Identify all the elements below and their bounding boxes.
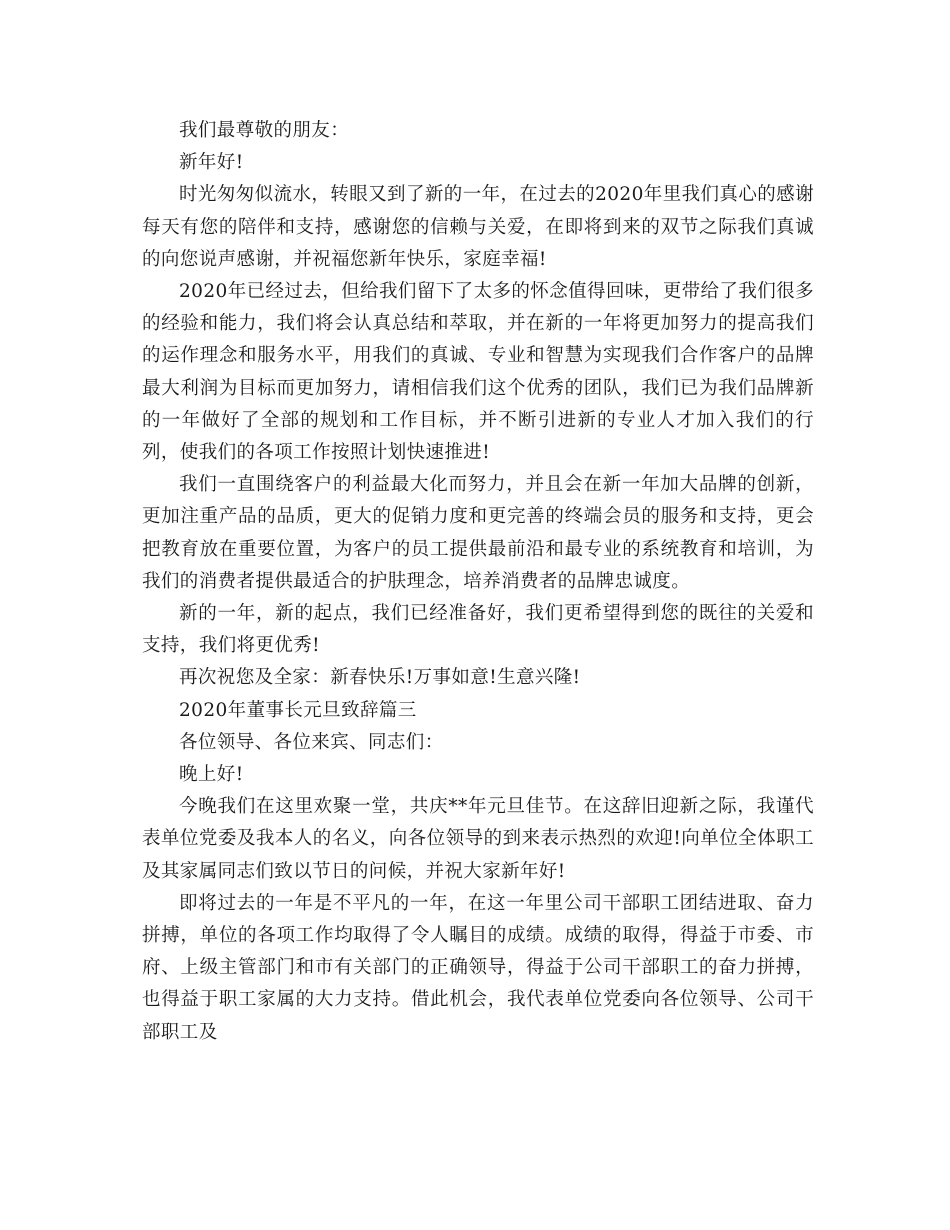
section-heading: 2020年董事长元旦致辞篇三 <box>179 699 417 721</box>
closing-wishes: 再次祝您及全家：新春快乐!万事如意!生意兴隆! <box>179 667 581 689</box>
document-body <box>142 115 814 1049</box>
salutation: 各位领导、各位来宾、同志们： <box>179 731 444 753</box>
paragraph: 我们一直围绕客户的利益最大化而努力，并且会在新一年加大品牌的创新，更加注重产品的品质，更大的促销力度和更完善的终端会员的服务和支持，更会把教育放在重要位置，为客户的员工提供最前沿和最专业的系统教育和培训，为我们的消费者提供最适合的护肤理念，培养消费者的品牌忠诚度。 <box>142 474 814 592</box>
paragraph: 今晚我们在这里欢聚一堂，共庆**年元旦佳节。在这辞旧迎新之际，我谨代表单位党委及我本人的名义，向各位领导的到来表示热烈的欢迎!向单位全体职工及其家属同志们致以节日的问候，并祝大家新年好! <box>142 796 814 882</box>
paragraph: 时光匆匆似流水，转眼又到了新的一年，在过去的2020年里我们真心的感谢每天有您的陪伴和支持，感谢您的信赖与关爱，在即将到来的双节之际我们真诚的向您说声感谢，并祝福您新年快乐，家庭幸福! <box>142 184 814 270</box>
greeting: 新年好! <box>179 152 244 174</box>
paragraph: 即将过去的一年是不平凡的一年，在这一年里公司干部职工团结进取、奋力拼搏，单位的各项工作均取得了令人瞩目的成绩。成绩的取得，得益于市委、市府、上级主管部门和市有关部门的正确领导，得益于公司干部职工的奋力拼搏，也得益于职工家属的大力支持。借此机会，我代表单位党委向各位领导、公司干部职工及 <box>142 892 814 1043</box>
greeting: 晚上好! <box>179 764 244 786</box>
salutation: 我们最尊敬的朋友： <box>179 120 350 141</box>
paragraph: 2020年已经过去，但给我们留下了太多的怀念值得回味，更带给了我们很多的经验和能力，我们将会认真总结和萃取，并在新的一年将更加努力的提高我们的运作理念和服务水平，用我们的真诚、专业和智慧为实现我们合作客户的品牌最大利润为目标而更加努力，请相信我们这个优秀的团队，我们已为我们品牌新的一年做好了全部的规划和工作目标，并不断引进新的专业人才加入我们的行列，使我们的各项工作按照计划快速推进! <box>142 281 814 464</box>
paragraph: 新的一年，新的起点，我们已经准备好，我们更希望得到您的既往的关爱和支持，我们将更优秀! <box>142 603 814 657</box>
